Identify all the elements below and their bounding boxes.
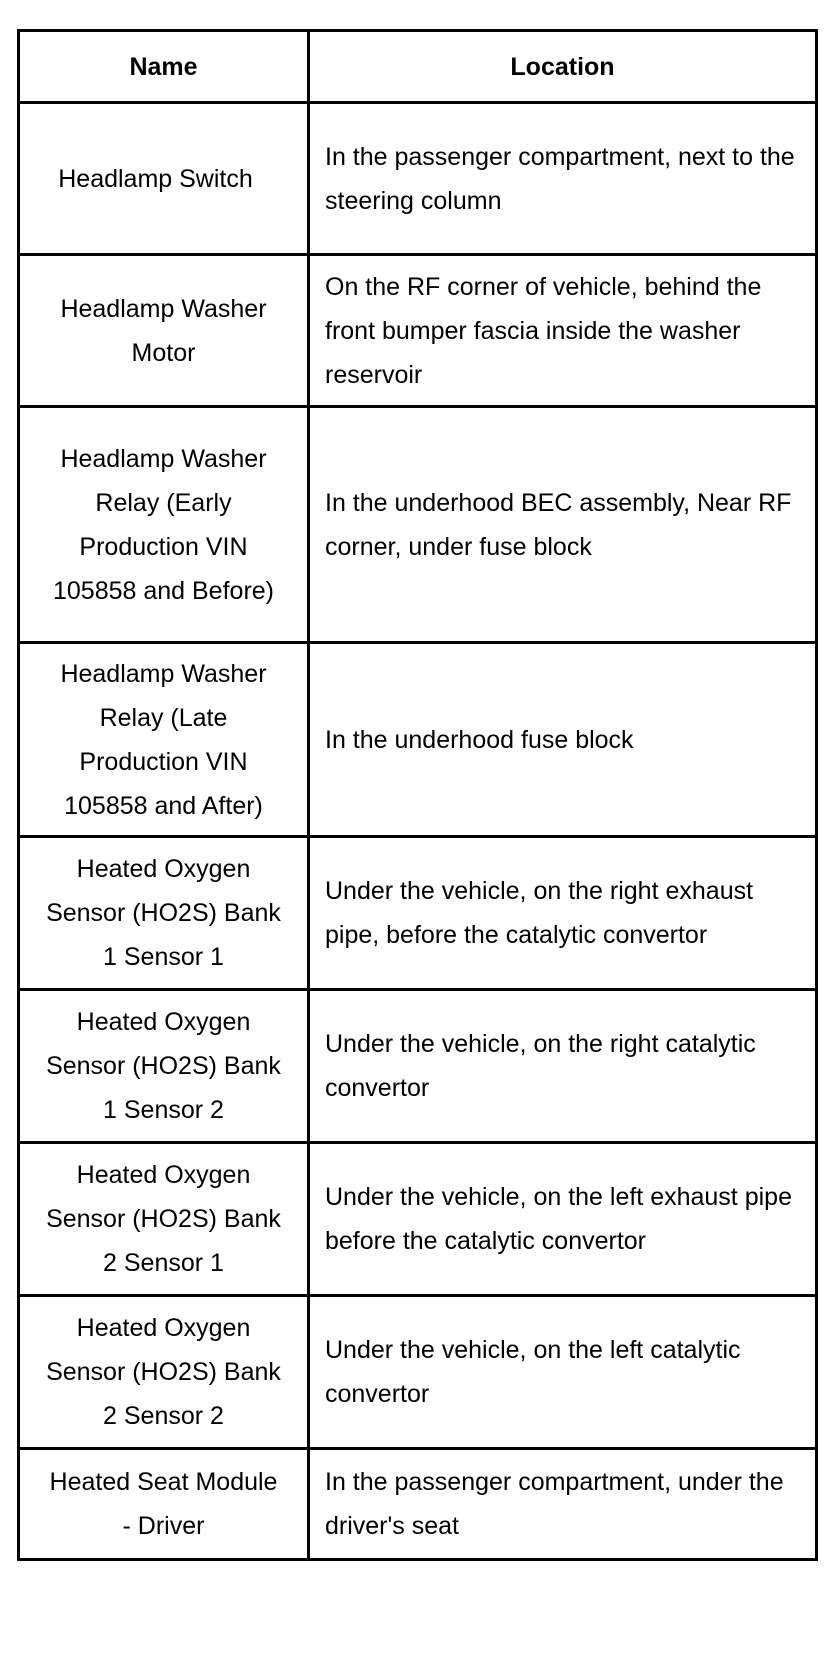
- location-cell: On the RF corner of vehicle, behind the front bumper fascia inside the washer reservoir: [309, 255, 817, 407]
- location-cell: In the underhood BEC assembly, Near RF corner, under fuse block: [309, 407, 817, 643]
- location-cell: Under the vehicle, on the left exhaust pipe before the catalytic convertor: [309, 1143, 817, 1296]
- location-column-header: Location: [309, 31, 817, 103]
- header-row: [19, 31, 817, 103]
- name-column-header: Name: [19, 31, 309, 103]
- name-cell: Headlamp Switch: [19, 103, 309, 255]
- table-row: [19, 643, 817, 837]
- table-row: [19, 1449, 817, 1560]
- table-row: [19, 103, 817, 255]
- table-header: [19, 31, 817, 103]
- name-cell: Headlamp Washer Relay (Late Production VIN 105858 and After): [19, 643, 309, 837]
- name-cell: Heated Oxygen Sensor (HO2S) Bank 1 Sensor 1: [19, 837, 309, 990]
- location-cell: In the passenger compartment, next to the steering column: [309, 103, 817, 255]
- name-cell: Heated Oxygen Sensor (HO2S) Bank 2 Sensor 1: [19, 1143, 309, 1296]
- name-cell: Heated Seat Module - Driver: [19, 1449, 309, 1560]
- table-row: [19, 837, 817, 990]
- location-cell: Under the vehicle, on the right catalytic convertor: [309, 990, 817, 1143]
- location-cell: In the passenger compartment, under the driver's seat: [309, 1449, 817, 1560]
- location-cell: In the underhood fuse block: [309, 643, 817, 837]
- table-row: [19, 1143, 817, 1296]
- name-cell: Heated Oxygen Sensor (HO2S) Bank 2 Sensor 2: [19, 1296, 309, 1449]
- table-row: [19, 1296, 817, 1449]
- name-cell: Heated Oxygen Sensor (HO2S) Bank 1 Sensor 2: [19, 990, 309, 1143]
- component-location-table: [17, 29, 818, 1561]
- table-row: [19, 255, 817, 407]
- table-row: [19, 407, 817, 643]
- location-cell: Under the vehicle, on the right exhaust pipe, before the catalytic convertor: [309, 837, 817, 990]
- table-row: [19, 990, 817, 1143]
- table-body: [19, 103, 817, 1560]
- name-cell: Headlamp Washer Motor: [19, 255, 309, 407]
- location-cell: Under the vehicle, on the left catalytic convertor: [309, 1296, 817, 1449]
- name-cell: Headlamp Washer Relay (Early Production VIN 105858 and Before): [19, 407, 309, 643]
